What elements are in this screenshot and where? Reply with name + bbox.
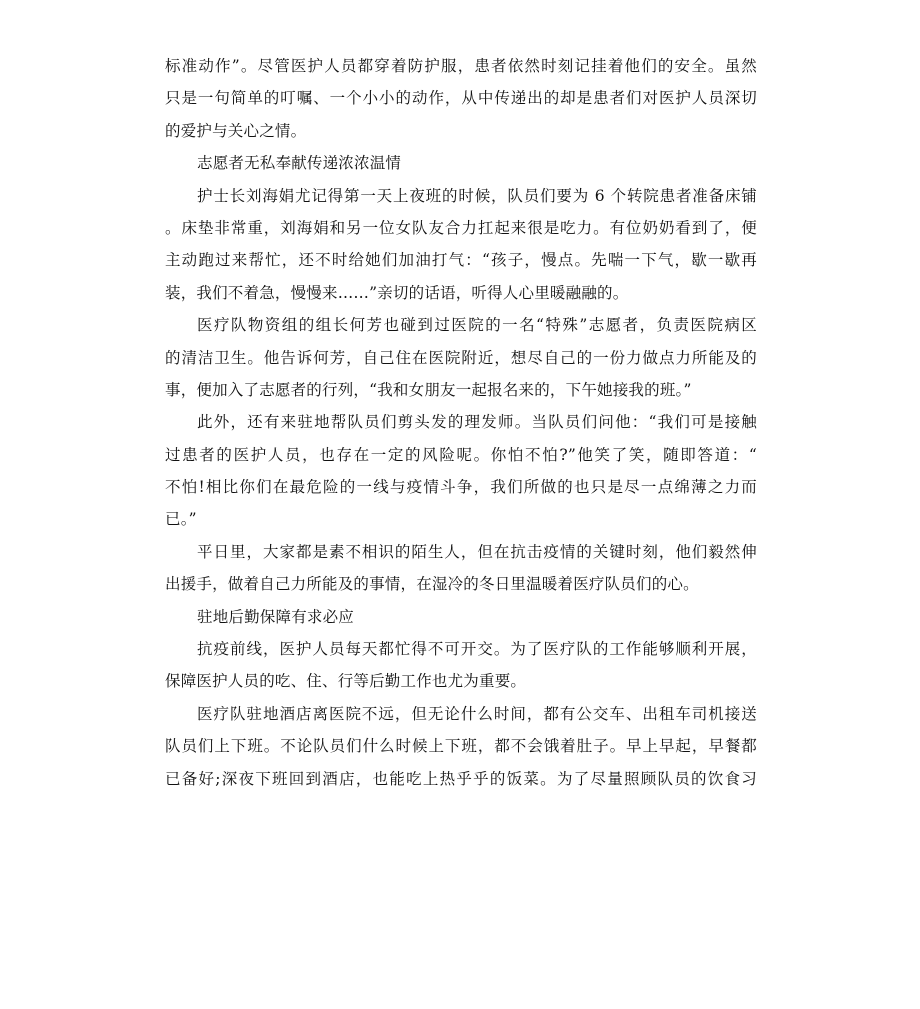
text-line: 已备好;深夜下班回到酒店，也能吃上热乎乎的饭菜。为了尽量照顾队员的饮食习 [165,769,757,788]
text-line: 的清洁卫生。他告诉何芳，自己住在医院附近，想尽自己的一份力做点力所能及的 [165,348,757,367]
text-line: 护士长刘海娟尤记得第一天上夜班的时候，队员们要为 6 个转院患者准备床铺 [197,186,757,205]
text-line: 。床垫非常重，刘海娟和另一位女队友合力扛起来很是吃力。有位奶奶看到了，便 [165,218,757,237]
section-heading: 驻地后勤保障有求必应 [197,607,355,626]
text-line: 抗疫前线，医护人员每天都忙得不可开交。为了医疗队的工作能够顺利开展， [197,640,757,659]
document-page [165,50,757,795]
text-line: 不怕!相比你们在最危险的一线与疫情斗争，我们所做的也只是尽一点绵薄之力而 [165,478,757,497]
text-line: 的爱护与关心之情。 [165,121,307,140]
text-line: 已。” [165,510,197,529]
section-heading: 志愿者无私奉献传递浓浓温情 [197,154,402,173]
text-line: 保障医护人员的吃、住、行等后勤工作也尤为重要。 [165,672,527,691]
text-line: 主动跑过来帮忙，还不时给她们加油打气：“孩子，慢点。先喘一下气，歇一歇再 [165,251,757,270]
text-line: 医疗队驻地酒店离医院不远，但无论什么时间，都有公交车、出租车司机接送 [197,704,757,723]
text-line: 此外，还有来驻地帮队员们剪头发的理发师。当队员们问他：“我们可是接触 [197,413,757,432]
text-line: 事，便加入了志愿者的行列，“我和女朋友一起报名来的，下午她接我的班。” [165,380,692,399]
text-line: 出援手，做着自己力所能及的事情，在湿冷的冬日里温暖着医疗队员们的心。 [165,575,699,594]
text-line: 平日里，大家都是素不相识的陌生人，但在抗击疫情的关键时刻，他们毅然伸 [197,542,757,561]
text-line: 队员们上下班。不论队员们什么时候上下班，都不会饿着肚子。早上早起，早餐都 [165,737,757,756]
text-line: 医疗队物资组的组长何芳也碰到过医院的一名“特殊”志愿者，负责医院病区 [197,316,757,335]
text-line: 过患者的医护人员，也存在一定的风险呢。你怕不怕?”他笑了笑，随即答道：“ [165,445,757,464]
text-line: 标准动作”。尽管医护人员都穿着防护服，患者依然时刻记挂着他们的安全。虽然 [165,57,757,75]
text-line: 装，我们不着急，慢慢来……”亲切的话语，听得人心里暖融融的。 [165,283,629,302]
text-line: 只是一句简单的叮嘱、一个小小的动作，从中传递出的却是患者们对医护人员深切 [165,89,757,108]
